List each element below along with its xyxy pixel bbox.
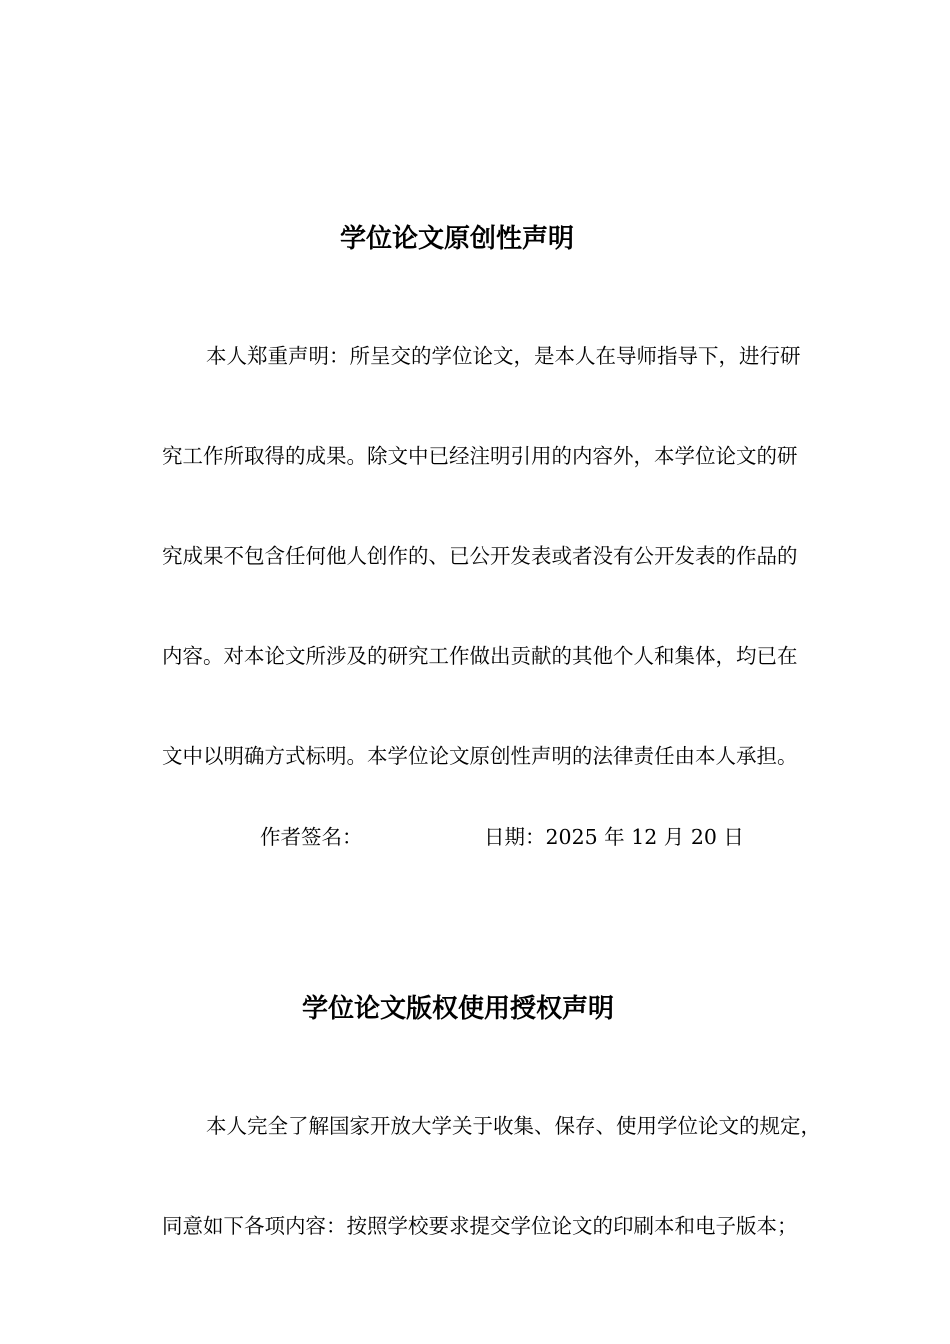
copyright-statement-body (162, 1076, 872, 1276)
signature-row (260, 820, 744, 854)
body-line: 本人完全了解国家开放大学关于收集、保存、使用学位论文的规定， (206, 1114, 821, 1138)
body-line: 本人郑重声明：所呈交的学位论文，是本人在导师指导下，进行研 (206, 344, 801, 368)
originality-statement-body (162, 306, 872, 806)
body-line: 究成果不包含任何他人创作的、已公开发表或者没有公开发表的作品的 (162, 544, 798, 568)
body-line: 文中以明确方式标明。本学位论文原创性声明的法律责任由本人承担。 (162, 744, 798, 768)
copyright-statement-title: 学位论文版权使用授权声明 (301, 994, 614, 1024)
originality-statement-title: 学位论文原创性声明 (339, 224, 574, 254)
date-label: 日期：2025 年 12 月 20 日 (484, 825, 744, 849)
author-signature-label: 作者签名： (260, 825, 363, 849)
body-line: 内容。对本论文所涉及的研究工作做出贡献的其他个人和集体，均已在 (162, 644, 798, 668)
body-line: 究工作所取得的成果。除文中已经注明引用的内容外，本学位论文的研 (162, 444, 798, 468)
body-line: 同意如下各项内容：按照学校要求提交学位论文的印刷本和电子版本； (162, 1214, 798, 1238)
